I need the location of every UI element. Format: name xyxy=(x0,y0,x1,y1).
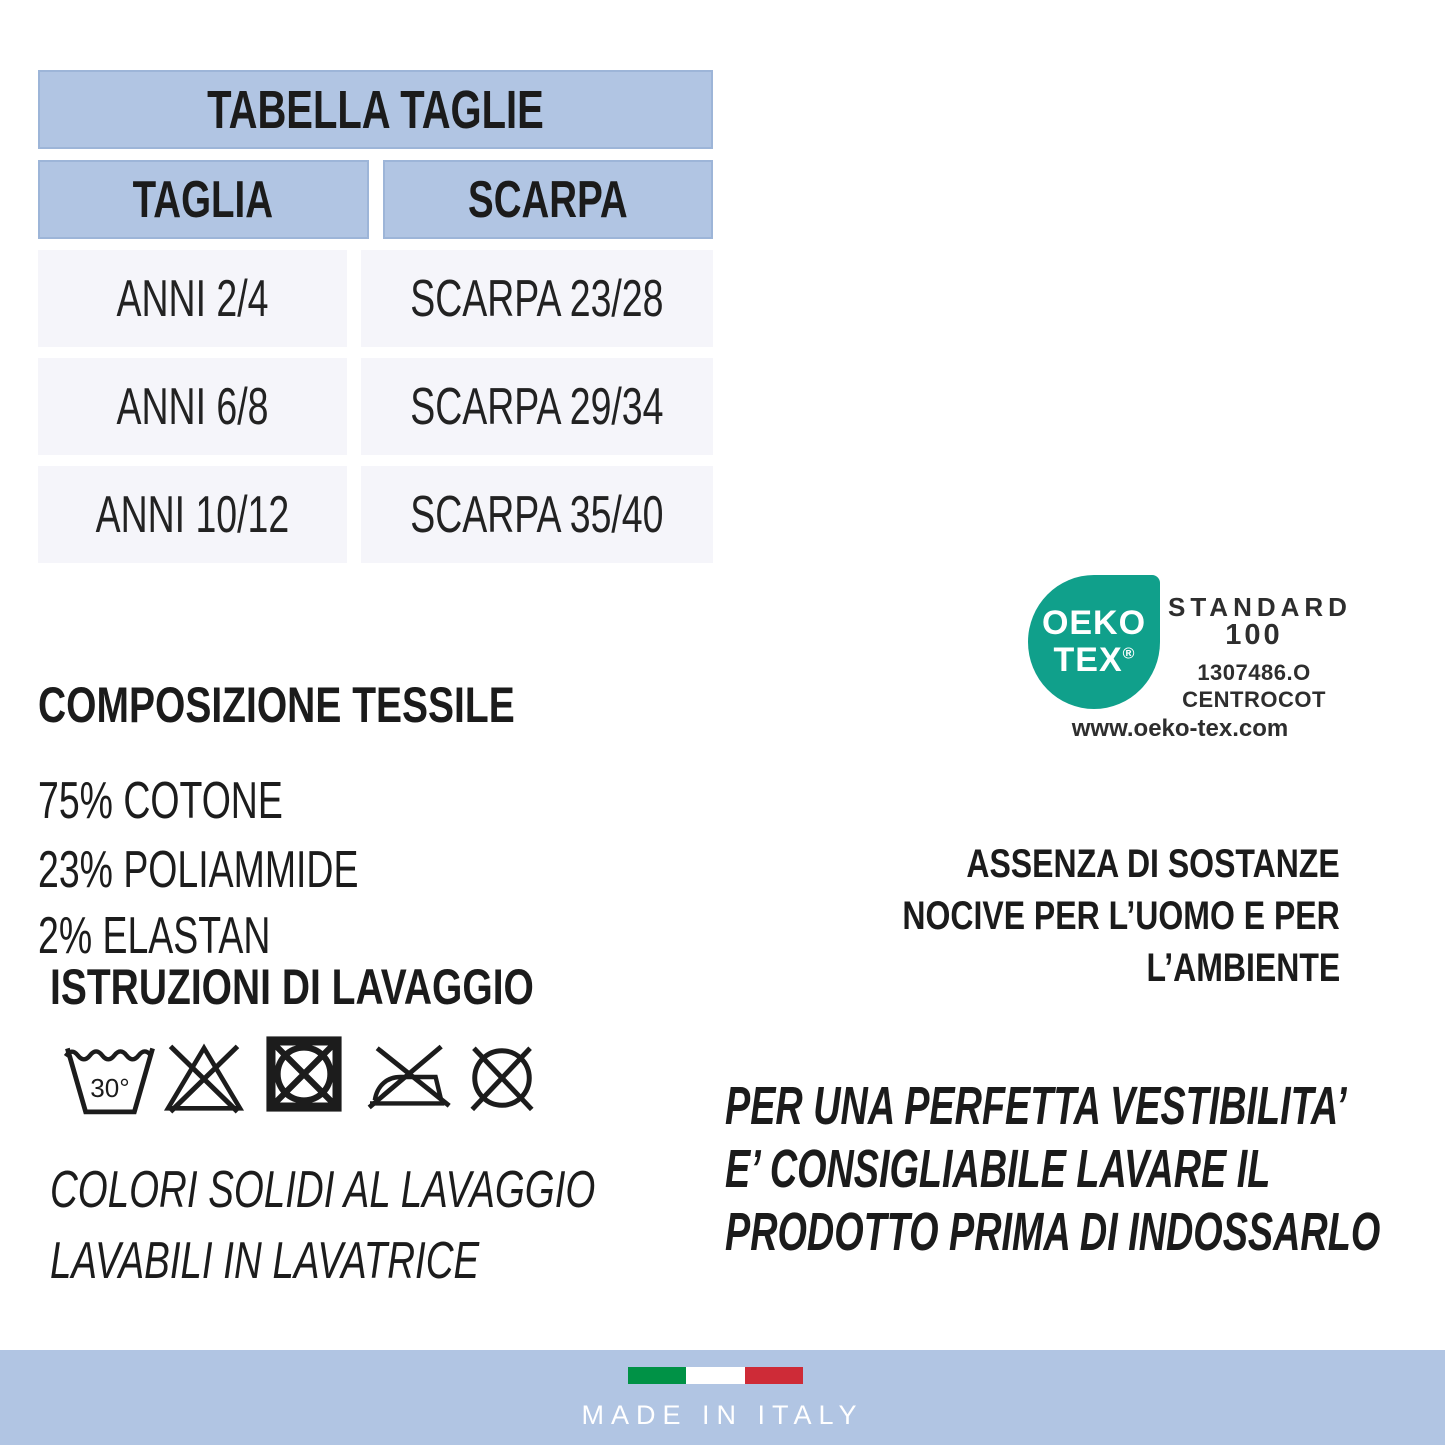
column-header-scarpa: SCARPA xyxy=(383,160,714,239)
cell-scarpa-1: SCARPA 23/28 xyxy=(361,250,713,347)
cell-taglia-1: ANNI 2/4 xyxy=(38,250,347,347)
cell-scarpa-2: SCARPA 29/34 xyxy=(361,358,713,455)
table-row xyxy=(38,250,713,347)
wash-30-icon xyxy=(62,1038,158,1118)
cell-taglia-3: ANNI 10/12 xyxy=(38,466,347,563)
cell-scarpa-3: SCARPA 35/40 xyxy=(361,466,713,563)
fit-advice-line-2: E’ CONSIGLIABILE LAVARE IL xyxy=(725,1139,1271,1199)
flag-white-stripe xyxy=(686,1367,744,1384)
table-row xyxy=(38,358,713,455)
size-table-title-text: TABELLA TAGLIE xyxy=(207,79,544,140)
fit-advice-line-1: PER UNA PERFETTA VESTIBILITA’ xyxy=(725,1076,1347,1136)
composition-heading: COMPOSIZIONE TESSILE xyxy=(38,677,515,733)
composition-item-polyamide: 23% POLIAMMIDE xyxy=(38,841,359,899)
do-not-tumble-dry-icon xyxy=(266,1036,342,1112)
table-row xyxy=(38,466,713,563)
fit-advice-line-3: PRODOTTO PRIMA DI INDOSSARLO xyxy=(725,1202,1381,1262)
italian-flag-icon xyxy=(628,1367,803,1384)
flag-red-stripe xyxy=(745,1367,803,1384)
oeko-institute: CENTROCOT xyxy=(1182,687,1326,712)
composition-item-elastane: 2% ELASTAN xyxy=(38,907,271,965)
do-not-iron-icon xyxy=(366,1040,454,1114)
safety-claim-line-3: L’AMBIENTE xyxy=(1146,946,1340,990)
wash-note-line-1: COLORI SOLIDI AL LAVAGGIO xyxy=(50,1161,596,1219)
oeko-website: www.oeko-tex.com xyxy=(1071,715,1289,742)
cell-taglia-2: ANNI 6/8 xyxy=(38,358,347,455)
oeko-certificate-number: 1307486.O xyxy=(1197,660,1311,685)
flag-green-stripe xyxy=(628,1367,686,1384)
do-not-dry-clean-icon xyxy=(464,1040,540,1116)
fit-advice xyxy=(725,1075,1405,1264)
column-header-taglia: TAGLIA xyxy=(38,160,369,239)
size-table xyxy=(38,70,713,563)
wash-note-line-2: LAVABILI IN LAVATRICE xyxy=(50,1232,480,1290)
registered-trademark-icon: ® xyxy=(1122,645,1135,663)
oeko-standard-number: 100 xyxy=(1225,619,1283,651)
oeko-standard-word: STANDARD xyxy=(1168,592,1352,622)
made-in-italy-label: MADE IN ITALY xyxy=(581,1400,864,1430)
oeko-tex-brand-line2: TEX® xyxy=(1053,641,1135,679)
safety-claim-line-1: ASSENZA DI SOSTANZE xyxy=(966,842,1340,886)
composition-item-cotton: 75% COTONE xyxy=(38,772,283,830)
washing-heading: ISTRUZIONI DI LAVAGGIO xyxy=(50,959,534,1015)
footer-banner xyxy=(0,1350,1445,1445)
do-not-bleach-icon xyxy=(162,1038,246,1115)
wash-temperature-label: 30° xyxy=(90,1073,130,1104)
size-table-header-row xyxy=(38,160,713,239)
size-table-title xyxy=(38,70,713,149)
safety-claim xyxy=(780,838,1340,994)
oeko-tex-badge xyxy=(1028,575,1160,709)
safety-claim-line-2: NOCIVE PER L’UOMO E PER xyxy=(902,894,1340,938)
oeko-tex-brand-line1: OEKO xyxy=(1041,604,1147,643)
